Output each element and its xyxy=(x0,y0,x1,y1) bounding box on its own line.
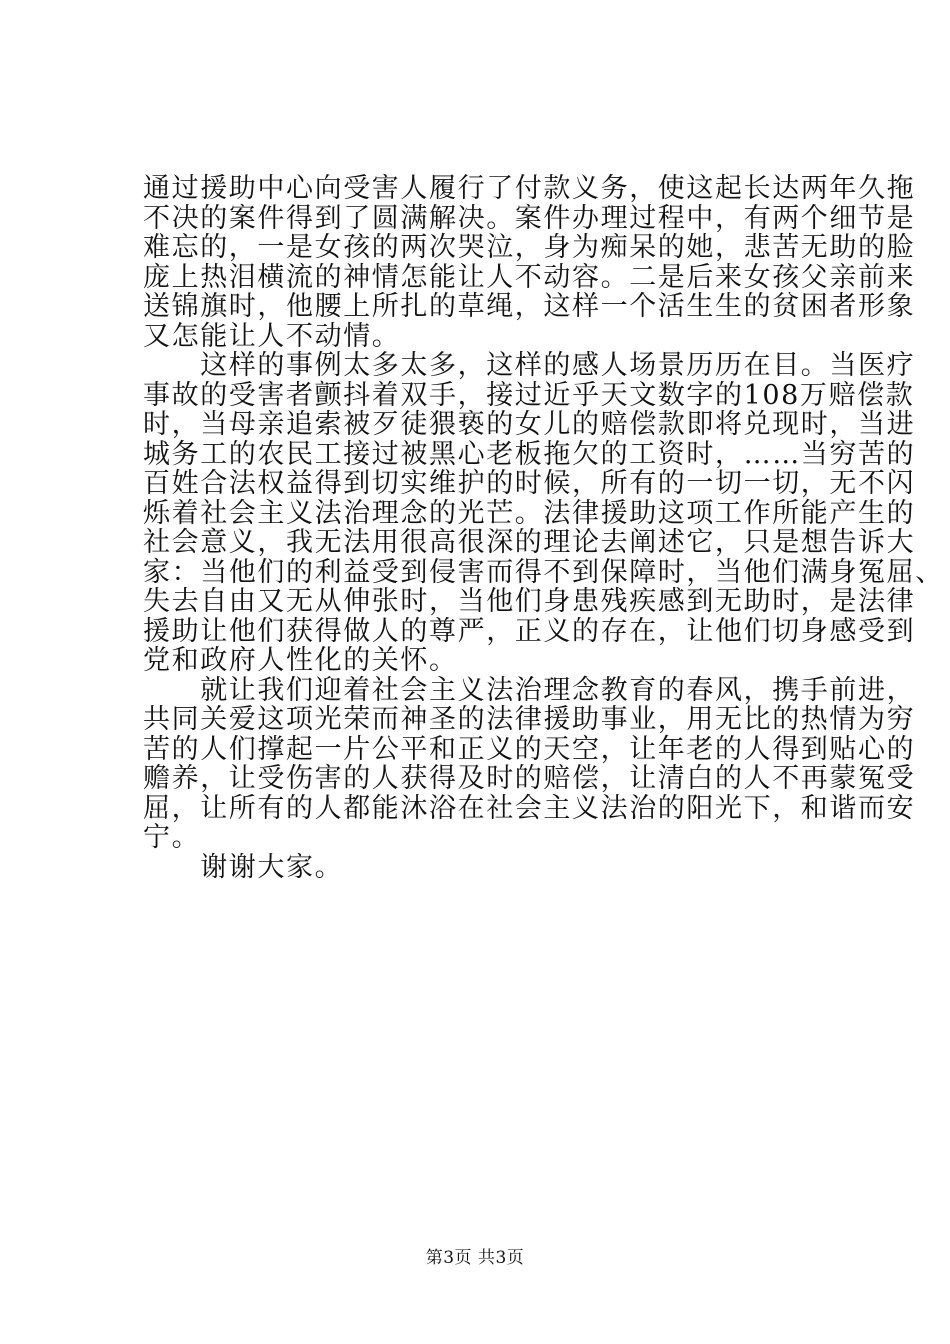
text-line: 就让我们迎着社会主义法治理念教育的春风，携手前进， xyxy=(143,674,916,706)
text-line: 城务工的农民工接过被黑心老板拖欠的工资时，……当穷苦的 xyxy=(143,438,916,470)
text-line: 宁。 xyxy=(143,822,201,853)
text-line: 社会意义，我无法用很高很深的理论去阐述它，只是想告诉大 xyxy=(143,527,916,558)
text-line: 又怎能让人不动情。 xyxy=(143,320,401,352)
text-line: 不决的案件得到了圆满解决。案件办理过程中，有两个细节是 xyxy=(143,202,916,234)
text-line: 共同关爱这项光荣而神圣的法律援助事业，用无比的热情为穷 xyxy=(143,704,916,735)
text-line: 时，当母亲追索被歹徒猥亵的女儿的赔偿款即将兑现时，当进 xyxy=(143,409,916,440)
text-line: 赡养，让受伤害的人获得及时的赔偿，让清白的人不再蒙冤受 xyxy=(143,763,916,794)
text-line: 百姓合法权益得到切实维护的时候，所有的一切一切，无不闪 xyxy=(143,468,916,499)
text-line: 通过援助中心向受害人履行了付款义务，使这起长达两年久拖 xyxy=(143,173,916,204)
text-line: 屈，让所有的人都能沐浴在社会主义法治的阳光下，和谐而安 xyxy=(143,792,916,824)
text-line: 援助让他们获得做人的尊严，正义的存在，让他们切身感受到 xyxy=(143,615,916,647)
text-line: 苦的人们撑起一片公平和正义的天空，让年老的人得到贴心的 xyxy=(143,733,916,765)
page-number-footer: 第3页 共3页 xyxy=(425,1248,525,1268)
text-line: 难忘的，一是女孩的两次哭泣，身为痴呆的她，悲苦无助的脸 xyxy=(143,232,916,263)
text-line: 谢谢大家。 xyxy=(143,851,344,883)
text-line: 失去自由又无从伸张时，当他们身患残疾感到无助时，是法律 xyxy=(143,586,916,617)
text-line: 家：当他们的利益受到侵害而得不到保障时，当他们满身冤屈、 xyxy=(143,556,944,588)
text-line: 烁着社会主义法治理念的光芒。法律援助这项工作所能产生的 xyxy=(143,497,916,529)
text-line: 这样的事例太多太多，这样的感人场景历历在目。当医疗 xyxy=(143,350,916,381)
body-text xyxy=(143,173,944,883)
text-line: 党和政府人性化的关怀。 xyxy=(143,645,458,676)
text-line: 庞上热泪横流的神情怎能让人不动容。二是后来女孩父亲前来 xyxy=(143,261,916,293)
text-line: 事故的受害者颤抖着双手，接过近乎天文数字的108万赔偿款 xyxy=(143,379,915,411)
text-line: 送锦旗时，他腰上所扎的草绳，这样一个活生生的贫困者形象 xyxy=(143,291,916,322)
